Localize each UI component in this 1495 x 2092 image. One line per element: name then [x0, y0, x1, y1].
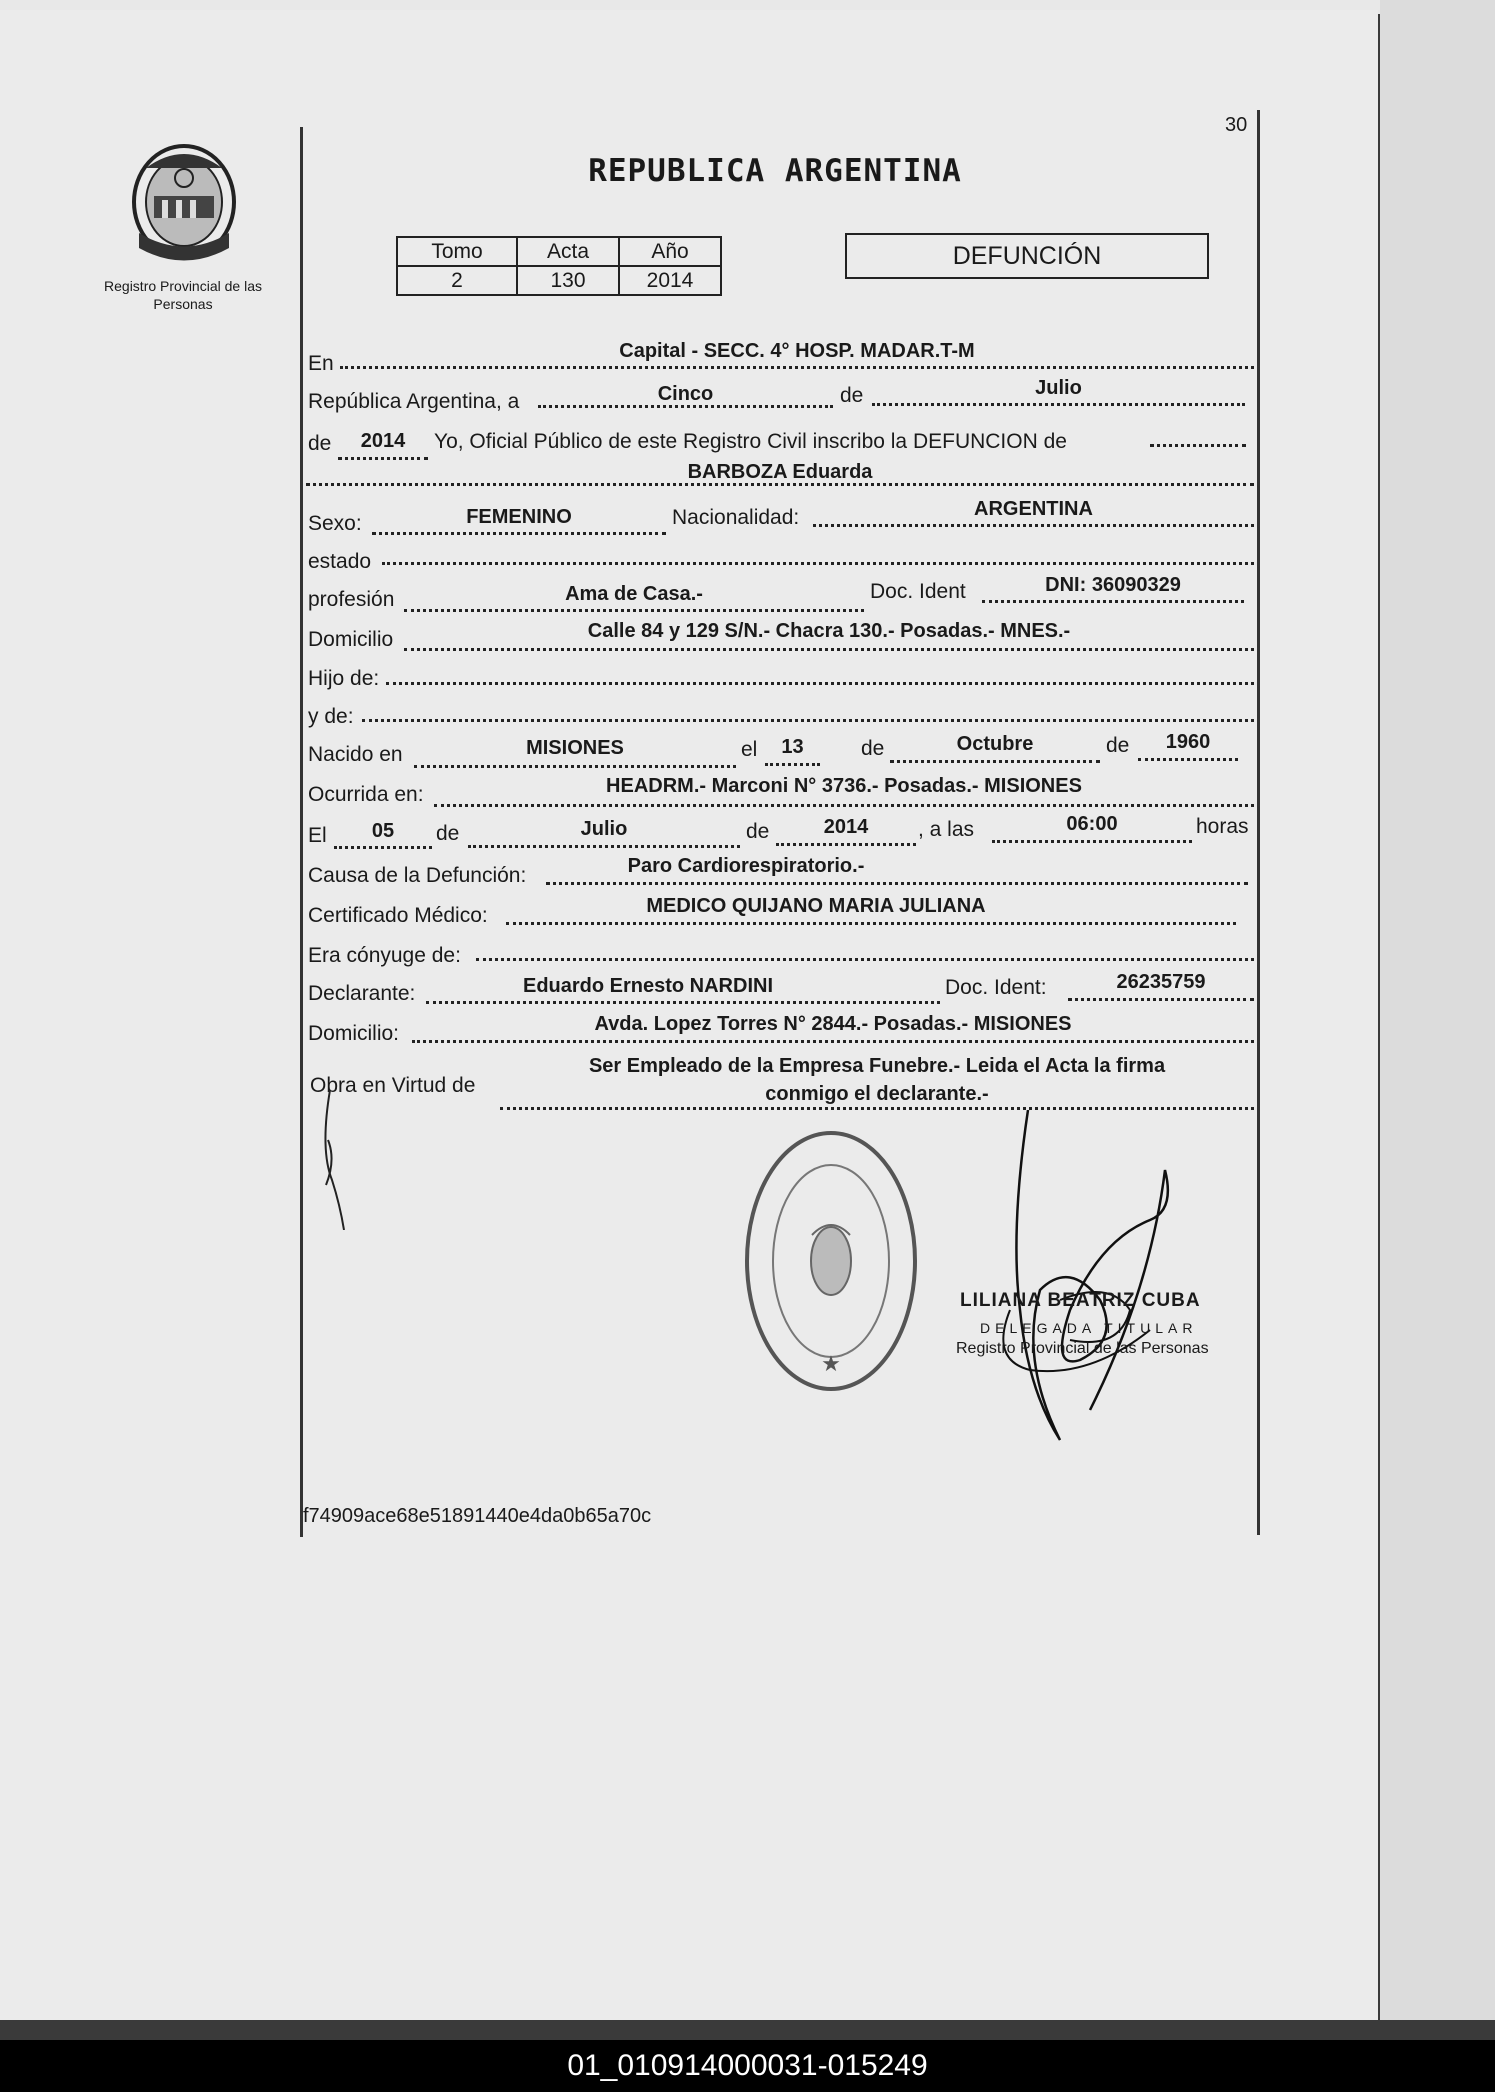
value-declarante-domicilio: Avda. Lopez Torres N° 2844.- Posadas.- MISIONES — [594, 1013, 1072, 1035]
line-ocurrida-en — [434, 804, 1254, 807]
background-right-page — [1380, 0, 1495, 2020]
label-republica: República Argentina, a — [308, 390, 520, 413]
logo-caption: Registro Provincial de las Personas — [104, 278, 262, 312]
label-obra: Obra en Virtud de — [310, 1074, 476, 1097]
label-nacionalidad: Nacionalidad: — [672, 506, 800, 529]
value-obra-linea2: conmigo el declarante.- — [765, 1083, 989, 1105]
tomo-value: 2 — [397, 266, 517, 295]
label-causa: Causa de la Defunción: — [308, 864, 527, 887]
signer-name: LILIANA BEATRIZ CUBA — [960, 1290, 1201, 1311]
line-y-de — [362, 719, 1254, 722]
anio-header: Año — [619, 237, 721, 266]
line-nac-anio — [1138, 758, 1238, 761]
value-nacido-en: MISIONES — [526, 737, 624, 759]
label-de-5: de — [746, 820, 770, 843]
line-conyuge — [476, 958, 1254, 961]
label-domicilio: Domicilio — [308, 628, 394, 651]
value-obra-linea1: Ser Empleado de la Empresa Funebre.- Leida el Acta la firma — [588, 1055, 1166, 1077]
label-conyuge: Era cónyuge de: — [308, 944, 461, 967]
label-doc-ident: Doc. Ident — [870, 580, 966, 603]
value-dia-inscripcion: Cinco — [657, 383, 714, 405]
line-certificado — [506, 922, 1236, 925]
signer-institution: Registro Provincial de las Personas — [956, 1340, 1209, 1357]
value-def-dia: 05 — [371, 820, 395, 842]
value-declarante-doc: 26235759 — [1116, 971, 1206, 993]
value-def-hora: 06:00 — [1066, 813, 1118, 835]
value-declarante: Eduardo Ernesto NARDINI — [522, 975, 774, 997]
label-de-intro: de — [308, 432, 332, 455]
label-doc-ident-2: Doc. Ident: — [945, 976, 1047, 999]
province-coat-of-arms-icon — [124, 138, 244, 266]
line-sexo — [372, 532, 666, 535]
line-causa — [546, 882, 1248, 885]
record-reference-table — [396, 236, 722, 296]
value-causa: Paro Cardiorespiratorio.- — [627, 855, 865, 877]
label-de-3: de — [1106, 734, 1130, 757]
label-sexo: Sexo: — [308, 512, 362, 535]
value-anio-inscripcion: 2014 — [360, 430, 406, 452]
line-nac-mes — [890, 760, 1100, 763]
line-declarante-domicilio — [412, 1040, 1254, 1043]
label-de-2: de — [861, 737, 885, 760]
value-mes-inscripcion: Julio — [1035, 377, 1082, 399]
line-hijo-de — [386, 682, 1254, 685]
value-nac-anio: 1960 — [1165, 731, 1211, 753]
value-def-anio: 2014 — [823, 816, 869, 838]
value-nac-dia: 13 — [781, 736, 804, 758]
value-nombre: BARBOZA Eduarda — [687, 461, 873, 483]
page-number: 30 — [1225, 114, 1248, 136]
document-hash: f74909ace68e51891440e4da0b65a70c — [303, 1505, 652, 1527]
document-title: REPUBLICA ARGENTINA — [588, 153, 962, 189]
signature-icon — [950, 1110, 1180, 1450]
line-estado — [382, 562, 1254, 565]
label-de-1: de — [840, 384, 864, 407]
line-nacionalidad — [813, 524, 1254, 527]
line-inscribo — [1150, 444, 1246, 447]
label-ocurrida-en: Ocurrida en: — [308, 783, 424, 806]
line-domicilio — [404, 648, 1254, 651]
label-declarante: Declarante: — [308, 982, 416, 1005]
right-margin-rule — [1257, 110, 1260, 1535]
label-hijo-de: Hijo de: — [308, 667, 380, 690]
line-declarante-doc — [1068, 998, 1254, 1001]
label-certificado: Certificado Médico: — [308, 904, 488, 927]
line-nac-dia — [765, 763, 820, 766]
label-el-cap: El — [308, 824, 327, 847]
acta-value: 130 — [517, 266, 619, 295]
label-inscribo: Yo, Oficial Público de este Registro Civil inscribo la DEFUNCION de — [434, 430, 1067, 453]
line-en — [340, 366, 1254, 369]
acta-header: Acta — [517, 237, 619, 266]
label-de-4: de — [436, 822, 460, 845]
value-dni: DNI: 36090329 — [1045, 574, 1181, 596]
value-certificado: MEDICO QUIJANO MARIA JULIANA — [646, 895, 986, 917]
line-profesion — [404, 609, 864, 612]
value-profesion: Ama de Casa.- — [565, 583, 703, 605]
value-nac-mes: Octubre — [956, 733, 1034, 755]
label-domicilio-2: Domicilio: — [308, 1022, 400, 1045]
line-nacido-en — [414, 765, 736, 768]
anio-value: 2014 — [619, 266, 721, 295]
value-lugar: Capital - SECC. 4° HOSP. MADAR.T-M — [619, 340, 975, 362]
label-profesion: profesión — [308, 588, 395, 611]
footer-id: 01_010914000031-015249 — [567, 2049, 928, 2082]
value-ocurrida-en: HEADRM.- Marconi N° 3736.- Posadas.- MISIONES — [606, 775, 1082, 797]
line-def-mes — [468, 845, 740, 848]
tomo-header: Tomo — [397, 237, 517, 266]
margin-scribble-icon — [312, 1090, 352, 1230]
label-en: En — [308, 352, 334, 375]
label-y-de: y de: — [308, 705, 354, 728]
label-estado: estado — [308, 550, 372, 573]
record-type-box: DEFUNCIÓN — [845, 233, 1209, 279]
line-def-anio — [776, 843, 916, 846]
label-a-las: , a las — [918, 818, 975, 841]
value-nacionalidad: ARGENTINA — [974, 498, 1093, 520]
official-seal-icon — [742, 1125, 920, 1397]
signer-role: DELEGADA TITULAR — [980, 1320, 1198, 1336]
line-declarante — [426, 1001, 940, 1004]
value-domicilio: Calle 84 y 129 S/N.- Chacra 130.- Posadas.- MNES.- — [587, 620, 1071, 642]
value-sexo: FEMENINO — [466, 506, 572, 528]
value-def-mes: Julio — [580, 818, 628, 840]
left-margin-rule — [300, 127, 303, 1537]
line-def-hora — [992, 840, 1192, 843]
label-el: el — [741, 738, 758, 761]
label-nacido-en: Nacido en — [308, 743, 403, 766]
line-def-dia — [334, 846, 432, 849]
label-horas: horas — [1196, 815, 1249, 838]
svg-text:★: ★ — [821, 1352, 841, 1377]
line-doc — [982, 600, 1244, 603]
line-mes — [872, 403, 1245, 406]
line-anio — [338, 457, 428, 460]
